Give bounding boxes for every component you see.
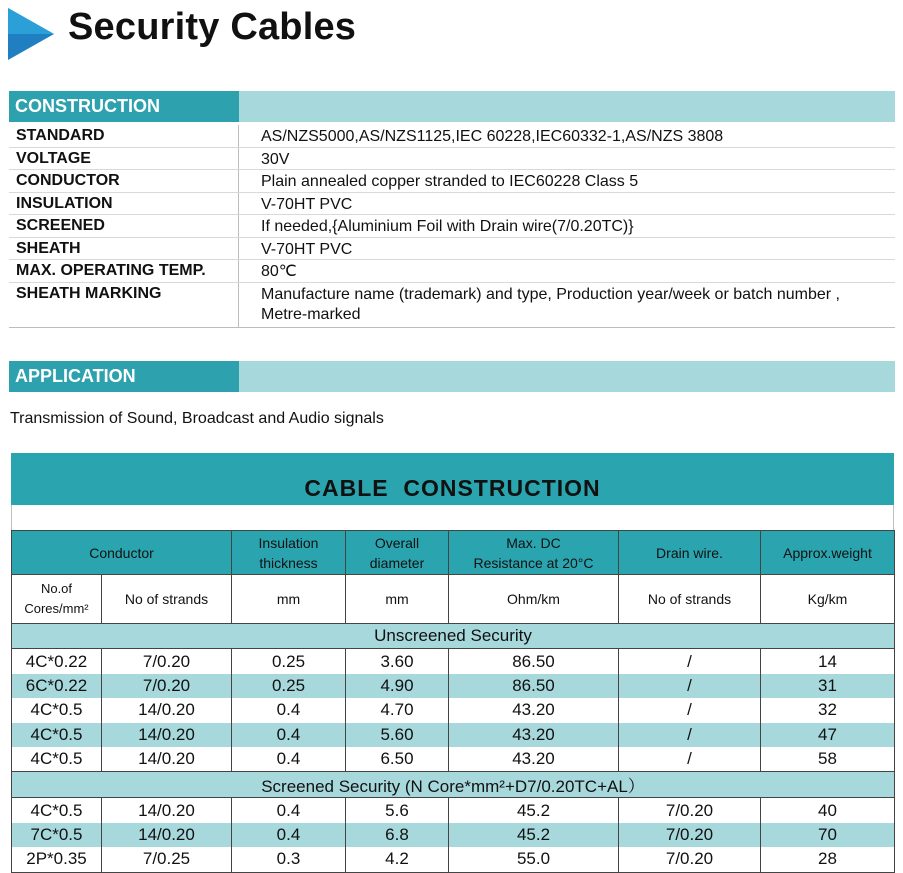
table-row: [12, 747, 895, 772]
header-strands: No of strands: [102, 575, 232, 624]
header-overall-line1: Overall: [374, 534, 420, 551]
table-header-row: [12, 531, 895, 575]
group-title-screened: Screened Security (N Core*mm²+D7/0.20TC+AL）: [12, 772, 895, 798]
header-cores-line2: Cores/mm²: [24, 601, 89, 616]
cell-insulation: 0.4: [232, 823, 346, 847]
cell-weight: 40: [761, 798, 895, 823]
cell-cores: 4C*0.5: [12, 723, 102, 747]
table-unit-row: [12, 575, 895, 624]
cell-insulation: 0.4: [232, 798, 346, 823]
spec-value: If needed,{Aluminium Foil with Drain wire(7/0.20TC)}: [261, 218, 634, 235]
construction-spec-list: [9, 125, 895, 328]
table-row: [12, 723, 895, 747]
construction-header-bar: [9, 91, 895, 122]
cell-resistance: 43.20: [449, 723, 619, 747]
cell-drain: /: [619, 649, 761, 674]
unit-drain: No of strands: [619, 575, 761, 624]
cell-drain: /: [619, 723, 761, 747]
table-row: [12, 674, 895, 698]
cell-drain: /: [619, 674, 761, 698]
cell-resistance: 43.20: [449, 747, 619, 772]
cell-cores: 7C*0.5: [12, 823, 102, 847]
cell-weight: 31: [761, 674, 895, 698]
spec-row: [9, 193, 895, 216]
spec-row: [9, 125, 895, 148]
cell-strands: 7/0.20: [102, 649, 232, 674]
cell-insulation: 0.25: [232, 649, 346, 674]
unit-weight: Kg/km: [761, 575, 895, 624]
cell-drain: 7/0.20: [619, 798, 761, 823]
spec-value: Manufacture name (trademark) and type, Production year/week or batch number , Metre-marked: [261, 285, 840, 323]
cell-strands: 14/0.20: [102, 798, 232, 823]
cell-insulation: 0.4: [232, 698, 346, 722]
cell-diameter: 4.70: [346, 698, 449, 722]
cell-strands: 7/0.25: [102, 847, 232, 872]
cell-drain: /: [619, 698, 761, 722]
cell-insulation: 0.25: [232, 674, 346, 698]
header-overall-line2: diameter: [369, 554, 425, 571]
spec-value: V-70HT PVC: [261, 195, 353, 213]
cable-construction-title: CABLE CONSTRUCTION: [11, 453, 894, 505]
cell-diameter: 3.60: [346, 649, 449, 674]
spec-key: INSULATION: [9, 193, 239, 215]
spec-key: SCREENED: [9, 215, 239, 237]
cell-drain: /: [619, 747, 761, 772]
cell-weight: 70: [761, 823, 895, 847]
cell-resistance: 43.20: [449, 698, 619, 722]
unit-diameter: mm: [346, 575, 449, 624]
spec-key: SHEATH MARKING: [9, 283, 239, 327]
spec-value: V-70HT PVC: [261, 240, 353, 258]
cell-weight: 14: [761, 649, 895, 674]
page-title: Security Cables: [68, 6, 357, 48]
table-row: [12, 798, 895, 823]
header-insulation: [232, 531, 346, 575]
cell-drain: 7/0.20: [619, 823, 761, 847]
cell-diameter: 4.2: [346, 847, 449, 872]
header-insulation-line1: Insulation: [258, 534, 319, 551]
header-resistance-line1: Max. DC: [506, 534, 561, 551]
group-row: [12, 772, 895, 798]
cell-strands: 14/0.20: [102, 698, 232, 722]
unit-resistance: Ohm/km: [449, 575, 619, 624]
cell-diameter: 4.90: [346, 674, 449, 698]
cell-resistance: 86.50: [449, 649, 619, 674]
construction-label: CONSTRUCTION: [9, 91, 239, 122]
spec-row: [9, 170, 895, 193]
cell-weight: 47: [761, 723, 895, 747]
cell-resistance: 55.0: [449, 847, 619, 872]
spec-key: STANDARD: [9, 125, 239, 147]
cell-resistance: 45.2: [449, 798, 619, 823]
header-overall: [346, 531, 449, 575]
header-conductor: Conductor: [12, 531, 232, 575]
spec-row: [9, 260, 895, 283]
cable-construction-table: [11, 530, 895, 873]
cell-strands: 7/0.20: [102, 674, 232, 698]
cell-cores: 4C*0.5: [12, 698, 102, 722]
cell-insulation: 0.3: [232, 847, 346, 872]
header-cores-line1: No.of: [40, 581, 73, 596]
brand-triangle-icon: [8, 8, 56, 60]
table-row: [12, 823, 895, 847]
spec-value: Plain annealed copper stranded to IEC60228 Class 5: [261, 173, 639, 190]
cell-cores: 6C*0.22: [12, 674, 102, 698]
table-row: [12, 649, 895, 674]
application-header-bar: [9, 361, 895, 392]
header-weight: Approx.weight: [761, 531, 895, 575]
application-label: APPLICATION: [9, 361, 239, 392]
cell-cores: 4C*0.22: [12, 649, 102, 674]
cell-strands: 14/0.20: [102, 723, 232, 747]
cell-cores: 4C*0.5: [12, 747, 102, 772]
spec-row: [9, 148, 895, 171]
cell-resistance: 45.2: [449, 823, 619, 847]
header-cores: [12, 575, 102, 624]
unit-insulation: mm: [232, 575, 346, 624]
cell-diameter: 6.50: [346, 747, 449, 772]
spec-value: AS/NZS5000,AS/NZS1125,IEC 60228,IEC60332-1,AS/NZS 3808: [261, 128, 724, 145]
table-row: [12, 698, 895, 722]
header-resistance: [449, 531, 619, 575]
group-row: [12, 624, 895, 649]
spec-row: [9, 238, 895, 261]
spec-key: SHEATH: [9, 238, 239, 260]
application-text: Transmission of Sound, Broadcast and Audio signals: [10, 410, 384, 427]
spec-key: VOLTAGE: [9, 148, 239, 170]
cell-weight: 58: [761, 747, 895, 772]
cell-weight: 28: [761, 847, 895, 872]
cell-diameter: 5.60: [346, 723, 449, 747]
spec-row: [9, 215, 895, 238]
spec-value: 80℃: [261, 263, 297, 280]
spec-row: [9, 283, 895, 328]
cell-insulation: 0.4: [232, 723, 346, 747]
table-spacer: [11, 505, 894, 530]
cell-strands: 14/0.20: [102, 747, 232, 772]
cell-resistance: 86.50: [449, 674, 619, 698]
cell-cores: 2P*0.35: [12, 847, 102, 872]
cell-diameter: 6.8: [346, 823, 449, 847]
table-row: [12, 847, 895, 872]
cell-weight: 32: [761, 698, 895, 722]
header-drain: Drain wire.: [619, 531, 761, 575]
cell-drain: 7/0.20: [619, 847, 761, 872]
header-resistance-line2: Resistance at 20°C: [473, 554, 594, 571]
spec-value: 30V: [261, 150, 290, 168]
group-title-unscreened: Unscreened Security: [12, 624, 895, 649]
cell-strands: 14/0.20: [102, 823, 232, 847]
spec-key: CONDUCTOR: [9, 170, 239, 192]
cell-diameter: 5.6: [346, 798, 449, 823]
cell-cores: 4C*0.5: [12, 798, 102, 823]
spec-key: MAX. OPERATING TEMP.: [9, 260, 239, 282]
header-insulation-line2: thickness: [259, 554, 318, 571]
cell-insulation: 0.4: [232, 747, 346, 772]
